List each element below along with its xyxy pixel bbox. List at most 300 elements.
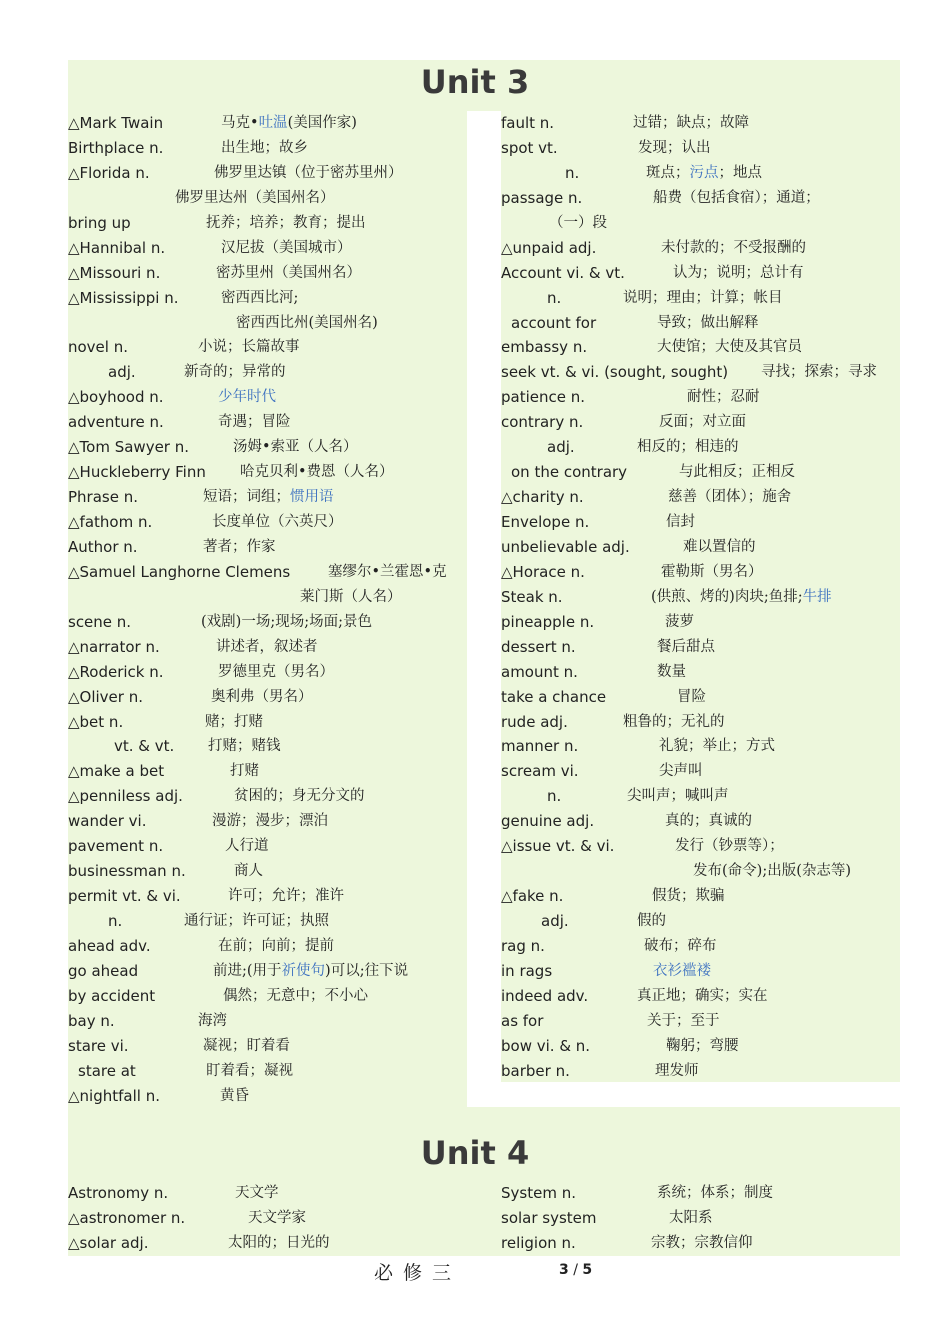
entry-meaning — [198, 335, 300, 360]
entry-meaning — [627, 784, 729, 809]
highlighted-text: 牛排 — [802, 588, 832, 605]
entry-meaning — [637, 435, 739, 460]
unit3-left-entry — [68, 1084, 467, 1109]
meaning-text: 人行道 — [225, 838, 269, 855]
entry-meaning — [300, 585, 402, 610]
meaning-text: 菠萝 — [665, 613, 694, 630]
entry-meaning — [669, 1206, 713, 1231]
entry-meaning — [655, 1059, 699, 1084]
unit3-right-entry — [501, 859, 900, 884]
entry-word: vt. & vt. — [114, 737, 175, 756]
unit3-left-entry — [68, 211, 467, 236]
entry-word: △charity n. — [501, 488, 584, 507]
entry-word: △narrator n. — [68, 637, 160, 656]
entry-word: adj. — [541, 912, 569, 930]
entry-meaning — [652, 884, 725, 909]
entry-meaning — [647, 1009, 720, 1034]
entry-meaning — [230, 759, 259, 784]
meaning-text: 密苏里州（美国州名） — [216, 264, 361, 281]
unit3-right-entry — [501, 984, 900, 1009]
entry-meaning — [637, 984, 768, 1009]
highlighted-text: 污点 — [689, 164, 719, 181]
entry-meaning — [659, 410, 746, 435]
meaning-text: 粗鲁的；无礼的 — [623, 713, 725, 730]
unit3-right-entry — [501, 959, 900, 984]
unit3-left-entry — [68, 286, 467, 311]
unit3-left-entry — [68, 784, 467, 809]
highlighted-text: 惯用语 — [290, 489, 334, 506]
unit3-left-entry — [68, 959, 467, 984]
meaning-text: 讲述者，叙述者 — [216, 638, 318, 655]
unit3-left-entry — [68, 809, 467, 834]
entry-meaning — [668, 485, 791, 510]
meaning-text: 打赌；赌钱 — [208, 738, 281, 755]
entry-meaning — [221, 111, 357, 136]
highlighted-text: 衣衫褴褛 — [653, 962, 711, 979]
meaning-text: 许可；允许；准许 — [228, 888, 344, 905]
unit3-left-entry — [68, 261, 467, 286]
entry-word: △nightfall n. — [68, 1086, 160, 1105]
meaning-text: 反面；对立面 — [659, 414, 746, 431]
unit3-right-entry — [501, 610, 900, 635]
meaning-text: 打赌 — [230, 763, 259, 780]
entry-meaning — [218, 410, 291, 435]
entry-meaning — [675, 834, 784, 859]
unit3-left-entry — [68, 111, 467, 136]
unit3-left-entry — [68, 485, 467, 510]
entry-meaning — [221, 136, 308, 161]
meaning-text: 太阳系 — [669, 1209, 713, 1226]
unit3-right-entry — [501, 1034, 900, 1059]
entry-word: n. — [547, 288, 562, 307]
entry-word: △Samuel Langhorne Clemens — [68, 562, 291, 581]
entry-meaning — [638, 136, 711, 161]
entry-word: △boyhood n. — [68, 388, 164, 407]
entry-word: go ahead — [68, 961, 139, 980]
meaning-text: 发行（钞票等）； — [675, 838, 784, 855]
entry-meaning — [673, 261, 804, 286]
entry-meaning — [240, 460, 394, 485]
entry-word: bay n. — [68, 1011, 115, 1030]
entry-word: pavement n. — [68, 837, 164, 856]
entry-meaning — [653, 186, 820, 211]
unit4-right-entry — [501, 1231, 900, 1256]
unit3-left-entry — [68, 535, 467, 560]
entry-word: △Mark Twain — [68, 114, 164, 132]
meaning-text: 与此相反；正相反 — [679, 464, 795, 481]
unit3-right-entry — [501, 585, 900, 610]
entry-meaning — [218, 660, 334, 685]
unit3-right-entry — [501, 734, 900, 759]
entry-word: Astronomy n. — [68, 1184, 169, 1202]
entry-word: spot vt. — [501, 138, 558, 157]
meaning-text: 奇遇；冒险 — [218, 414, 291, 431]
entry-word: stare vi. — [68, 1036, 129, 1055]
entry-meaning — [665, 610, 694, 635]
meaning-text: 餐后甜点 — [657, 638, 715, 655]
meaning-text: 密西西比州(美国州名) — [236, 314, 378, 331]
entry-meaning — [657, 660, 686, 685]
unit3-right-entry — [501, 485, 900, 510]
entry-word: businessman n. — [68, 862, 186, 881]
entry-word: bring up — [68, 213, 131, 232]
meaning-text: 数量 — [657, 663, 686, 680]
meaning-text: 长度单位（六英尺） — [212, 514, 343, 530]
unit3-left-entry — [68, 460, 467, 485]
entry-meaning — [225, 834, 269, 859]
entry-word: △solar adj. — [68, 1233, 149, 1252]
meaning-text: 太阳的；日光的 — [228, 1234, 330, 1251]
unit3-right-entry — [501, 909, 900, 934]
entry-meaning — [236, 311, 378, 336]
entry-word: scene n. — [68, 612, 132, 631]
entry-meaning — [208, 734, 281, 759]
unit4-left-column — [68, 1181, 467, 1256]
meaning-text: 理发师 — [655, 1062, 699, 1079]
entry-meaning — [665, 809, 752, 834]
meaning-text: (美国作家) — [287, 115, 357, 131]
entry-meaning — [677, 685, 706, 710]
meaning-text: 抚养；培养；教育；提出 — [206, 214, 366, 231]
meaning-text: 假的 — [637, 913, 666, 929]
meaning-text: (戏剧)一场;现场;场面;景色 — [201, 613, 372, 630]
unit3-left-entry — [68, 685, 467, 710]
entry-meaning — [212, 510, 343, 535]
meaning-text: 大使馆；大使及其官员 — [657, 339, 802, 356]
entry-meaning — [228, 884, 344, 909]
entry-word: novel n. — [68, 338, 128, 357]
meaning-text: 新奇的；异常的 — [184, 364, 286, 381]
unit3-left-entry — [68, 360, 467, 385]
entry-meaning — [184, 909, 329, 934]
entry-meaning — [683, 535, 756, 560]
meaning-text: 发布(命令);出版(杂志等) — [693, 863, 852, 880]
entry-meaning — [657, 635, 715, 660]
entry-word: wander vi. — [68, 812, 147, 831]
entry-word: adj. — [108, 363, 136, 382]
entry-meaning — [637, 909, 666, 934]
entry-meaning — [549, 211, 607, 236]
meaning-text: 宗教；宗教信仰 — [651, 1234, 753, 1251]
unit3-left-entry — [68, 435, 467, 460]
meaning-text: 通行证；许可证；执照 — [184, 913, 329, 929]
entry-word: contrary n. — [501, 413, 584, 432]
entry-meaning — [644, 934, 717, 959]
entry-meaning — [203, 535, 276, 560]
unit3-right-entry — [501, 685, 900, 710]
meaning-text: 船费（包括食宿）；通道； — [653, 189, 820, 206]
meaning-text: 著者；作家 — [203, 538, 276, 555]
unit3-right-entry — [501, 809, 900, 834]
unit3-left-entry — [68, 560, 467, 585]
entry-word: passage n. — [501, 188, 583, 207]
entry-word: adventure n. — [68, 413, 164, 432]
entry-word: △fathom n. — [68, 513, 153, 531]
entry-meaning — [201, 610, 372, 635]
meaning-text: 斑点； — [646, 164, 690, 181]
entry-meaning — [653, 959, 711, 984]
unit3-right-entry — [501, 934, 900, 959]
entry-meaning — [235, 1181, 279, 1206]
unit4-left-entry — [68, 1231, 467, 1256]
unit3-right-entry — [501, 161, 900, 186]
entry-word: as for — [501, 1011, 544, 1030]
entry-meaning — [228, 1231, 330, 1256]
unit3-right-entry — [501, 660, 900, 685]
entry-word: n. — [108, 912, 123, 930]
entry-word: System n. — [501, 1184, 576, 1202]
unit4-left-entry — [68, 1181, 467, 1206]
entry-word: Phrase n. — [68, 488, 138, 507]
book-name: 必修三 — [374, 1262, 462, 1284]
highlighted-text: 祈使句 — [281, 962, 326, 979]
meaning-text: 前进;(用于 — [213, 962, 282, 979]
entry-meaning — [687, 385, 760, 410]
entry-word: fault n. — [501, 114, 555, 132]
meaning-text: )可以;往下说 — [325, 962, 409, 979]
unit3-right-entry — [501, 535, 900, 560]
meaning-text: 凝视；盯着看 — [203, 1037, 290, 1054]
unit3-left-column — [68, 111, 467, 1109]
unit3-left-entry — [68, 734, 467, 759]
entry-word: △Tom Sawyer n. — [68, 438, 190, 457]
unit4-left-entry — [68, 1206, 467, 1231]
entry-meaning — [220, 1084, 249, 1109]
meaning-text: 莱门斯（人名） — [300, 588, 402, 605]
meaning-text: 贫困的；身无分文的 — [234, 788, 365, 805]
meaning-text: 破布；碎布 — [644, 937, 717, 954]
page-separator: / — [568, 1262, 583, 1278]
unit3-left-entry — [68, 236, 467, 261]
entry-meaning — [203, 485, 334, 510]
entry-word: △Hannibal n. — [68, 238, 166, 257]
meaning-text: 礼貌；举止；方式 — [659, 738, 775, 755]
unit3-left-entry — [68, 834, 467, 859]
unit3-right-entry — [501, 710, 900, 735]
meaning-text: 相反的；相违的 — [637, 439, 739, 456]
entry-meaning — [218, 934, 334, 959]
unit3-right-column — [501, 111, 900, 1084]
meaning-text: 偶然；无意中；不小心 — [223, 987, 368, 1004]
entry-word: pineapple n. — [501, 612, 595, 631]
unit3-right-entry — [501, 784, 900, 809]
unit4-right-column — [501, 1181, 900, 1256]
entry-word: ahead adv. — [68, 936, 151, 955]
entry-meaning — [218, 385, 276, 410]
unit3-left-entry — [68, 635, 467, 660]
entry-word: △Horace n. — [501, 562, 585, 581]
meaning-text: 尖声叫 — [659, 763, 703, 780]
page-current: 3 — [559, 1262, 569, 1278]
entry-word: rude adj. — [501, 712, 568, 731]
meaning-text: 天文学 — [235, 1185, 279, 1201]
entry-meaning — [211, 685, 313, 710]
entry-word: △Mississippi n. — [68, 288, 179, 307]
unit3-left-entry — [68, 934, 467, 959]
meaning-text: 鞠躬；弯腰 — [666, 1037, 739, 1054]
entry-meaning — [679, 460, 795, 485]
entry-word: solar system — [501, 1208, 597, 1227]
meaning-text: 海湾 — [198, 1012, 227, 1029]
unit3-right-entry — [501, 560, 900, 585]
unit3-title: Unit 3 — [420, 63, 530, 101]
entry-meaning — [248, 1206, 306, 1231]
unit3-right-entry — [501, 510, 900, 535]
entry-word: unbelievable adj. — [501, 537, 630, 556]
entry-meaning — [206, 1059, 293, 1084]
entry-word: n. — [547, 787, 562, 806]
unit3-left-entry — [68, 186, 467, 211]
meaning-text: 出生地；故乡 — [221, 139, 308, 156]
entry-meaning — [221, 286, 298, 311]
entry-meaning — [216, 261, 361, 286]
unit3-left-entry — [68, 1009, 467, 1034]
unit3-right-entry — [501, 111, 900, 136]
entry-word: △astronomer n. — [68, 1208, 186, 1227]
meaning-text: 短语；词组； — [203, 489, 290, 506]
unit3-right-entry — [501, 1059, 900, 1084]
entry-meaning — [657, 1181, 773, 1206]
entry-word: account for — [511, 313, 597, 332]
unit3-right-entry — [501, 261, 900, 286]
meaning-text: 信封 — [666, 514, 695, 530]
unit3-right-entry — [501, 360, 900, 385]
meaning-text: 导致；做出解释 — [657, 314, 759, 331]
unit3-left-entry — [68, 884, 467, 909]
meaning-text: 黄昏 — [220, 1087, 249, 1104]
entry-meaning — [693, 859, 851, 884]
meaning-text: 漫游；漫步；漂泊 — [212, 813, 328, 830]
meaning-text: 系统；体系；制度 — [657, 1185, 773, 1201]
unit3-left-entry — [68, 385, 467, 410]
entry-meaning — [216, 635, 318, 660]
entry-word: scream vi. — [501, 762, 579, 781]
meaning-text: 霍勒斯（男名） — [661, 563, 763, 580]
entry-word: △Missouri n. — [68, 263, 161, 282]
entry-meaning — [659, 759, 703, 784]
entry-meaning — [666, 510, 695, 535]
entry-word: △fake n. — [501, 887, 564, 906]
entry-word: patience n. — [501, 388, 586, 407]
meaning-text: 寻找；探索；寻求 — [761, 364, 877, 381]
unit3-left-entry — [68, 984, 467, 1009]
entry-meaning — [212, 809, 328, 834]
meaning-text: 过错；缺点；故障 — [633, 115, 749, 131]
entry-meaning — [221, 236, 352, 261]
meaning-text: ；地点 — [718, 164, 762, 181]
meaning-text: 商人 — [234, 863, 263, 880]
meaning-text: 天文学家 — [248, 1209, 306, 1226]
unit3-right-entry — [501, 236, 900, 261]
meaning-text: 汉尼拔（美国城市） — [221, 239, 352, 256]
unit3-right-entry — [501, 311, 900, 336]
meaning-text: 慈善（团体）；施舍 — [668, 489, 792, 506]
entry-meaning — [213, 959, 408, 984]
entry-meaning — [657, 335, 802, 360]
entry-word: △issue vt. & vi. — [501, 837, 615, 856]
unit3-left-entry — [68, 1059, 467, 1084]
entry-word: bow vi. & n. — [501, 1036, 591, 1055]
meaning-text: 真正地；确实；实在 — [637, 987, 768, 1004]
meaning-text: 塞缪尔•兰霍恩•克 — [328, 563, 447, 580]
unit3-right-entry — [501, 460, 900, 485]
meaning-text: 小说；长篇故事 — [198, 339, 300, 356]
unit3-left-entry — [68, 136, 467, 161]
unit4-right-entry — [501, 1206, 900, 1231]
meaning-text: 密西西比河; — [221, 289, 299, 306]
unit3-left-entry — [68, 1034, 467, 1059]
entry-meaning — [623, 710, 725, 735]
unit3-left-entry — [68, 510, 467, 535]
entry-word: embassy n. — [501, 338, 588, 357]
unit3-left-entry — [68, 660, 467, 685]
meaning-text: 盯着看；凝视 — [206, 1062, 293, 1079]
meaning-text: 认为；说明；总计有 — [673, 264, 804, 281]
entry-word: Steak n. — [501, 587, 563, 606]
entry-word: adj. — [547, 438, 575, 457]
unit3-left-entry — [68, 759, 467, 784]
entry-word: stare at — [78, 1061, 136, 1080]
meaning-text: 真的；真诚的 — [665, 813, 752, 830]
entry-meaning — [206, 211, 366, 236]
entry-word: amount n. — [501, 662, 578, 681]
unit3-left-entry — [68, 335, 467, 360]
unit3-right-entry — [501, 186, 900, 211]
meaning-text: 未付款的；不受报酬的 — [661, 239, 806, 256]
entry-word: △penniless adj. — [68, 787, 183, 806]
unit3-left-entry — [68, 311, 467, 336]
entry-meaning — [198, 1009, 227, 1034]
entry-meaning — [623, 286, 783, 311]
meaning-text: 佛罗里达州（美国州名） — [175, 189, 335, 206]
unit3-left-entry — [68, 610, 467, 635]
meaning-text: 冒险 — [677, 688, 706, 705]
entry-word: △Huckleberry Finn — [68, 463, 206, 482]
entry-word: rag n. — [501, 936, 545, 955]
meaning-text: 关于；至于 — [647, 1012, 720, 1029]
page-total: 5 — [582, 1262, 593, 1278]
unit3-left-entry — [68, 410, 467, 435]
entry-word: on the contrary — [511, 463, 628, 482]
entry-word: △bet n. — [68, 712, 124, 731]
meaning-text: 假货；欺骗 — [652, 888, 725, 905]
unit3-right-entry — [501, 136, 900, 161]
entry-meaning — [633, 111, 749, 136]
entry-meaning — [761, 360, 877, 385]
meaning-text: 奥利弗（男名） — [211, 688, 313, 705]
unit3-left-entry — [68, 161, 467, 186]
meaning-text: 耐性；忍耐 — [687, 389, 760, 406]
entry-word: △unpaid adj. — [501, 238, 597, 257]
entry-word: religion n. — [501, 1233, 576, 1252]
meaning-text: 在前；向前；提前 — [218, 937, 334, 954]
unit4-title: Unit 4 — [420, 1134, 530, 1172]
entry-meaning — [661, 236, 806, 261]
entry-word: seek vt. & vi. (sought, sought) — [501, 363, 729, 382]
entry-meaning — [646, 161, 762, 186]
meaning-text: 说明；理由；计算；帐目 — [623, 289, 783, 306]
entry-word: n. — [565, 163, 580, 182]
meaning-text: 佛罗里达镇（位于密苏里州） — [214, 164, 403, 181]
entry-word: Birthplace n. — [68, 138, 164, 157]
entry-word: by accident — [68, 986, 156, 1005]
entry-word: △Oliver n. — [68, 687, 143, 706]
unit3-left-entry — [68, 585, 467, 610]
meaning-text: 发现；认出 — [638, 139, 711, 156]
unit4-right-entry — [501, 1181, 900, 1206]
entry-meaning — [203, 1034, 290, 1059]
entry-word: Account vi. & vt. — [501, 263, 625, 282]
